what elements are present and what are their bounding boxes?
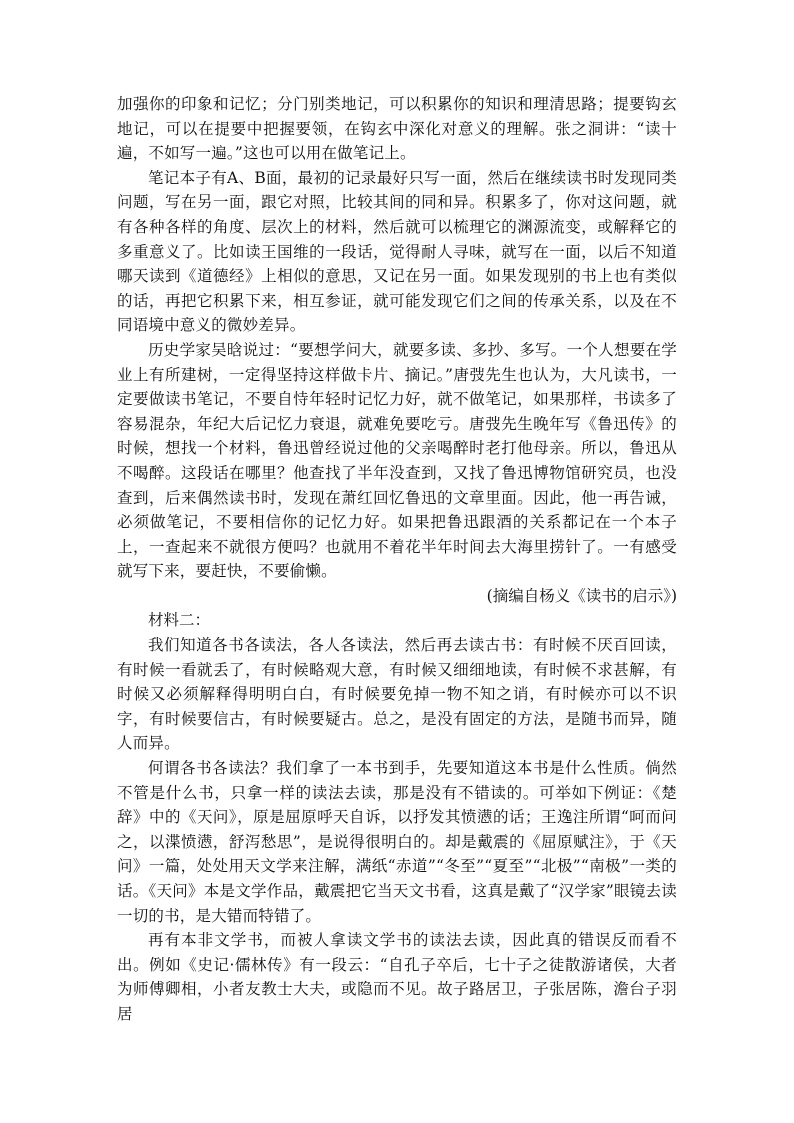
document-page xyxy=(117,92,677,1027)
paragraph-2: 笔记本子有A、B面，最初的记录最好只写一面，然后在继续读书时发现同类问题，写在另一面，跟它对照，比较其间的同和异。积累多了，你对这问题，就有各种各样的角度、层次上的材料，然后就可以梳理它的渊源流变，或解释它的多重意义了。比如读王国维的一段话，觉得耐人寻味，就写在一面，以后不知道哪天读到《道德经》上相似的意思，又记在另一面。如果发现别的书上也有类似的话，再把它积累下来，相互参证，就可能发现它们之间的传承关系，以及在不同语境中意义的微妙差异。 xyxy=(117,168,677,335)
paragraph-5: 何谓各书各读法？我们拿了一本书到手，先要知道这本书是什么性质。倘然不管是什么书，只拿一样的读法去读，那是没有不错读的。可举如下例证：《楚辞》中的《天问》，原是屈原呼天自诉，以抒发其愤懑的话；王逸注所谓“呵而问之，以渫愤懑，舒泻愁思”，是说得很明白的。却是戴震的《屈原赋注》，于《天问》一篇，处处用天文学来注解，满纸“赤道”“冬至”“夏至”“北极”“南极”一类的话。《天问》本是文学作品，戴震把它当天文书看，这真是戴了“汉学家”眼镜去读一切的书，是大错而特错了。 xyxy=(117,759,677,925)
material-label: 材料二： xyxy=(148,611,211,630)
source-citation: (摘编自杨义《读书的启示》) xyxy=(486,586,677,605)
paragraph-6: 再有本非文学书，而被人拿读文学书的读法去读，因此真的错误反而看不出。例如《史记·儒林传》有一段云：“自孔子卒后，七十子之徒散游诸侯，大者为师傅卿相，小者友教士大夫，或隐而不见。故子路居卫，子张居陈，澹台子羽居 xyxy=(117,931,677,1023)
paragraph-3: 历史学家吴晗说过：“要想学问大，就要多读、多抄、多写。一个人想要在学业上有所建树，一定得坚持这样做卡片、摘记。”唐弢先生也认为，大凡读书，一定要做读书笔记，不要自恃年轻时记忆力好，就不做笔记，如果那样，书读多了容易混杂，年纪大后记忆力衰退，就难免要吃亏。唐弢先生晚年写《鲁迅传》的时候，想找一个材料，鲁迅曾经说过他的父亲喝醉时老打他母亲。所以，鲁迅从不喝醉。这段话在哪里？他查找了半年没查到，又找了鲁迅博物馆研究员，也没查到，后来偶然读书时，发现在萧红回忆鲁迅的文章里面。因此，他一再告诫，必须做笔记，不要相信你的记忆力好。如果把鲁迅跟酒的关系都记在一个本子上，一查起来不就很方便吗？也就用不着花半年时间去大海里捞针了。一有感受就写下来，要赶快，不要偷懒。 xyxy=(117,340,677,581)
paragraph-1: 加强你的印象和记忆；分门别类地记，可以积累你的知识和理清思路；提要钩玄地记，可以在提要中把握要领，在钩玄中深化对意义的理解。张之洞讲：“读十遍，不如写一遍。”这也可以用在做笔记上。 xyxy=(117,95,677,163)
paragraph-4: 我们知道各书各读法，各人各读法，然后再去读古书：有时候不厌百回读，有时候一看就丢了，有时候略观大意，有时候又细细地读，有时候不求甚解，有时候又必须解释得明明白白，有时候要免掉一物不知之诮，有时候亦可以不识字，有时候要信古，有时候要疑古。总之，是没有固定的方法，是随书而异，随人而异。 xyxy=(117,636,677,753)
